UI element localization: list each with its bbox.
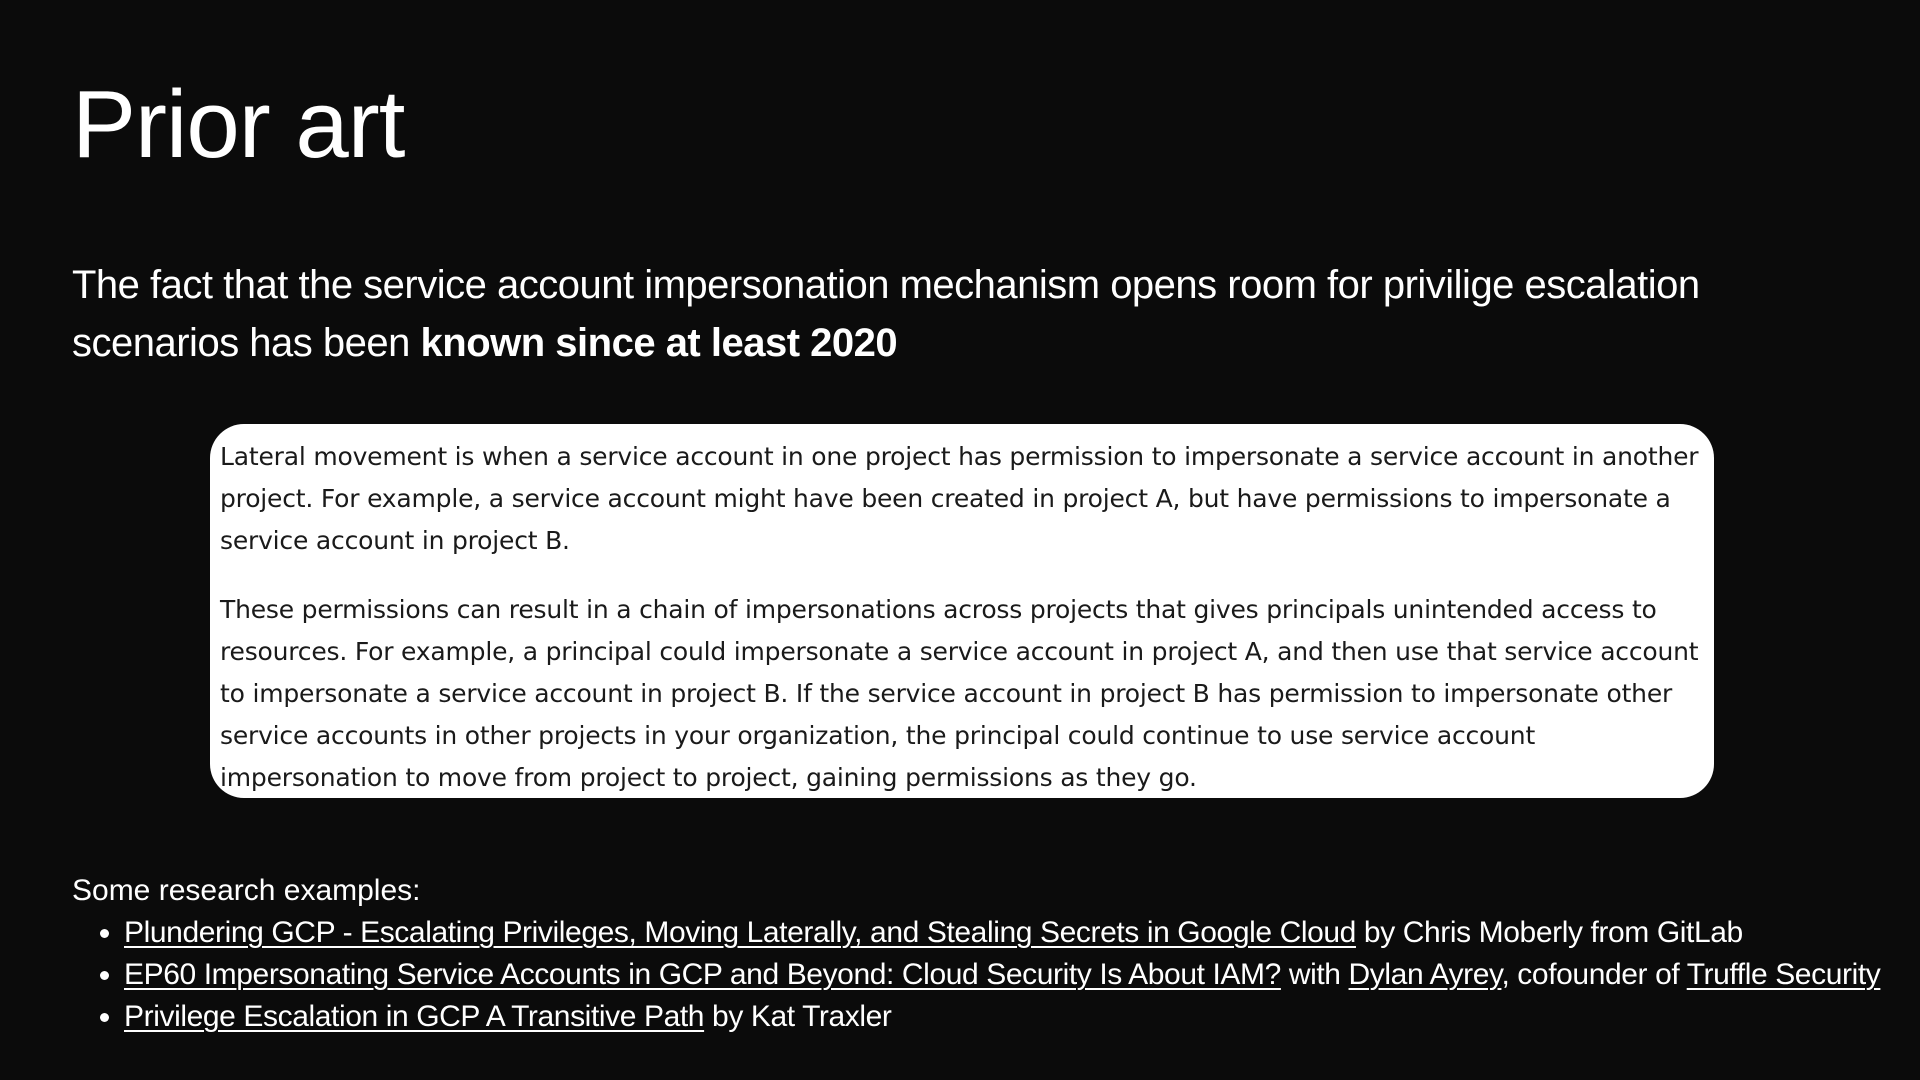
example-author: by Kat Traxler [704,1000,892,1033]
list-item [124,996,1880,1038]
example-connector: with [1280,958,1349,991]
intro-emphasis: known since at least 2020 [420,321,898,365]
example-link-transitive-path[interactable]: Privilege Escalation in GCP A Transitive Path [124,1000,705,1033]
documentation-quote-card [210,424,1714,798]
example-link-truffle-security[interactable]: Truffle Security [1686,958,1881,991]
example-author: by Chris Moberly from GitLab [1355,916,1743,949]
examples-label: Some research examples: [72,874,421,907]
intro-text-plain: The fact that the service account impersonation mechanism opens room for privilige escalation scenarios has been [72,263,1700,365]
quote-paragraph-2: These permissions can result in a chain of impersonations across projects that gives principals unintended access to resources. For example, a principal could impersonate a service account in project A, and then use that service account to impersonate a service account in project B. If the service account in project B has permission to impersonate other service accounts in other projects in your organization, the principal could continue to use service account impersonation to move from project to project, gaining permissions as they go. [220,595,1699,792]
intro-text [72,256,1772,372]
example-link-ep60-podcast[interactable]: EP60 Impersonating Service Accounts in GCP and Beyond: Cloud Security Is About IAM? [124,958,1281,991]
slide-title: Prior art [72,71,405,178]
example-link-plundering-gcp[interactable]: Plundering GCP - Escalating Privileges, Moving Laterally, and Stealing Secrets in Google Cloud [124,916,1356,949]
quote-paragraph-1: Lateral movement is when a service account in one project has permission to impersonate a service account in another project. For example, a service account might have been created in project A, but have permissions to impersonate a service account in project B. [220,442,1699,555]
example-link-dylan-ayrey[interactable]: Dylan Ayrey [1348,958,1502,991]
examples-list [72,912,1880,1038]
example-connector: , cofounder of [1501,958,1687,991]
list-item [124,954,1880,996]
list-item [124,912,1880,954]
